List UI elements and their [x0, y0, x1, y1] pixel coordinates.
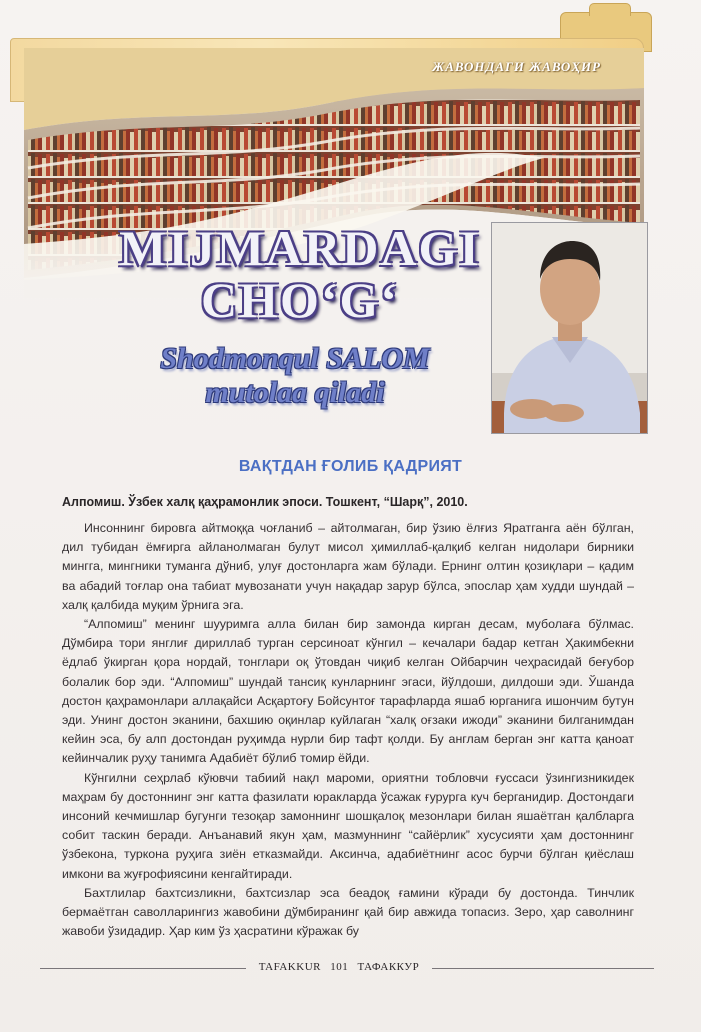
- byline-author: Shodmonqul SALOM: [160, 342, 430, 375]
- footer-rule-right: [432, 968, 654, 969]
- footer-right-word: ТАФАККУР: [357, 961, 420, 973]
- byline-action: mutolaa qiladi: [205, 376, 385, 409]
- paragraph: Бахтлилар бахтсизликни, бахтсизлар эса беадоқ ғамини кўради бу достонда. Тинчлик бермаётган саволларингиз жавобини дўмбиранинг қай бир авжида топасиз. Зеро, ҳар саволнинг жавоби ўзидадир. Ҳар ким ўз ҳасратини кўражак бу: [62, 885, 634, 939]
- paragraph: Инсоннинг бировга айтмоққа чоғланиб – айтолмаган, бир ўзию ёлғиз Яратганга аён бўлган, дил тубидан ёмғирга айланолмаган булут мисол ҳимиллаб-қалқиб келган нидолари бирники мингга, мингники туманга дўниб, улуғ достонларга жам бўлади. Ернинг олтин қозиқлари – қадим ва абадий тоғлар она табиат мувозанати учун нақадар зарур бўлса, эпослар ҳам худди шундай – халқ қалбида муқим ўрнига эга.: [62, 521, 634, 612]
- page-number: 101: [330, 961, 349, 973]
- paragraph: “Алпомиш” менинг шууримга алла билан бир замонда кирган десам, муболаға бўлмас. Дўмбира тори янглиғ дириллаб турган серсиноат кўнгил – кечалари бадар кетган Ҳакимбекни ёдлаб ўкирган қора нордай, тонглари оқ ўтовдан чиқиб келган Ойбарчин чеҳрасидай беғубор болалик бор эди. “Алпомиш” шундай тансиқ кунларнинг эгаси, йўлдоши, дилдоши эди. Ўшанда достон қаҳрамонлари аллақайси Асқартоғу Бойсунтоғ тарафларда яшаб юрганига ишончим бутун эди. Унинг достон эканини, бахшию оқинлар куйлаган “халқ оғзаки ижоди” эканини билганимдан кейин эса, бу алп достондан руҳимда нурли бир тафт қолди. Бу англам берган энг катта қаноат кейинчалик руҳу танимга Адабиёт бўлиб томир ёйди.: [62, 617, 634, 766]
- paragraph: Кўнгилни сеҳрлаб кўювчи табиий нақл мароми, ориятни тобловчи ғуссаси ўзингизникидек маҳрам бу достоннинг энг катта фазилати юракларда ўсажак ғурурга куч берганидир. Достондаги инсоний кечмишлар бугунги тезоқар замоннинг шошқалоқ мезонлари билан яшаётган қалбларга собит таскин беради. Анъанавий якун ҳам, мазмуннинг “сайёрлик” хусусияти ҳам достоннинг ўзбекона, туркона руҳига зиён етказмайди. Аксинча, адабиётнинг асос бурчи бўлган қиёслаш имкони ва жуғрофиясини кенгайтиради.: [62, 770, 634, 881]
- headline-line-1: MIJMARDAGI: [119, 220, 481, 276]
- author-photo: [491, 222, 648, 434]
- byline: [130, 342, 460, 410]
- page-footer: [246, 961, 432, 973]
- section-label: ЖАВОНДАГИ ЖАВОҲИР: [432, 59, 601, 74]
- article-title: ВАҚТДАН ҒОЛИБ ҚАДРИЯТ: [238, 458, 463, 475]
- footer-left-word: TAFAKKUR: [258, 961, 321, 973]
- footer-rule-left: [40, 968, 246, 969]
- headline: [110, 222, 490, 326]
- book-reference: Алпомиш. Ўзбек халқ қаҳрамонлик эпоси. Тошкент, “Шарқ”, 2010.: [62, 495, 468, 509]
- article-body: [62, 519, 634, 941]
- headline-line-2: CHO‘G‘: [200, 272, 400, 328]
